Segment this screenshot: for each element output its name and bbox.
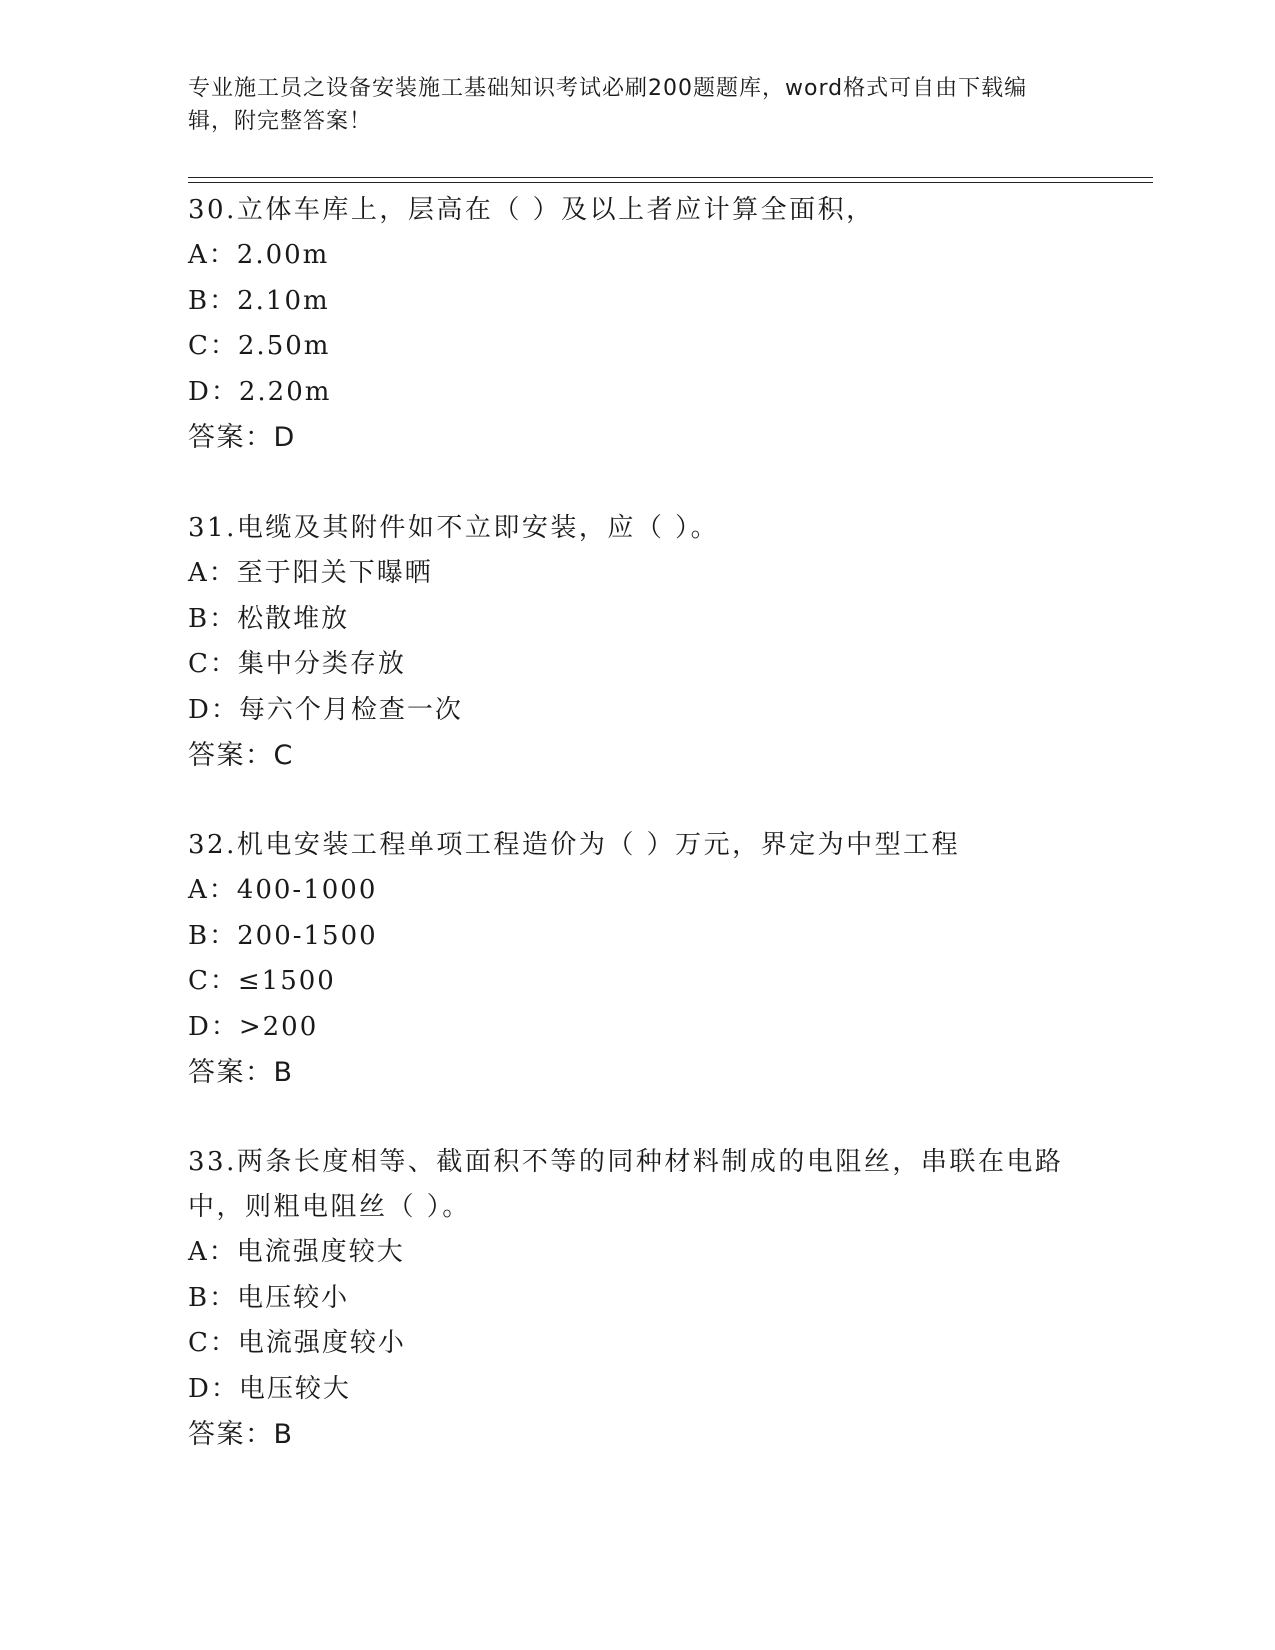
option-b: B：电压较小	[188, 1282, 350, 1313]
option-c: C：2.50m	[188, 331, 331, 361]
question-31	[188, 506, 1088, 778]
answer: 答案：B	[188, 1057, 294, 1088]
answer: 答案：C	[188, 740, 294, 771]
option-b: B：松散堆放	[188, 603, 350, 634]
option-b: B：200-1500	[188, 920, 378, 951]
question-30	[188, 188, 1088, 460]
question-stem: 33.两条长度相等、截面积不等的同种材料制成的电阻丝，串联在电路中，则粗电阻丝（ ）。	[188, 1147, 1064, 1222]
header-divider-top	[188, 177, 1153, 178]
option-d: D：2.20m	[188, 376, 332, 407]
option-a: A：至于阳关下曝晒	[188, 558, 433, 588]
option-a: A：400-1000	[188, 875, 378, 905]
option-a: A：电流强度较大	[188, 1237, 405, 1267]
header-divider-bottom	[188, 182, 1153, 183]
option-d: D：>200	[188, 1011, 319, 1042]
answer: 答案：D	[188, 422, 296, 453]
question-32	[188, 823, 1088, 1095]
answer: 答案：B	[188, 1419, 294, 1450]
option-a: A：2.00m	[188, 240, 330, 270]
option-d: D：电压较大	[188, 1373, 351, 1404]
question-stem: 32.机电安装工程单项工程造价为（ ）万元，界定为中型工程	[188, 830, 961, 860]
question-stem: 31.电缆及其附件如不立即安装，应（ ）。	[188, 513, 720, 543]
option-c: C：集中分类存放	[188, 649, 406, 679]
question-stem: 30.立体车库上，层高在（ ）及以上者应计算全面积，	[188, 195, 875, 225]
option-b: B：2.10m	[188, 285, 330, 316]
option-c: C：电流强度较小	[188, 1328, 406, 1358]
question-33	[188, 1140, 1088, 1457]
option-d: D：每六个月检查一次	[188, 694, 463, 725]
document-header: 专业施工员之设备安装施工基础知识考试必刷200题题库，word格式可自由下载编辑，附完整答案！	[188, 76, 1028, 134]
option-c: C：≤1500	[188, 966, 336, 996]
